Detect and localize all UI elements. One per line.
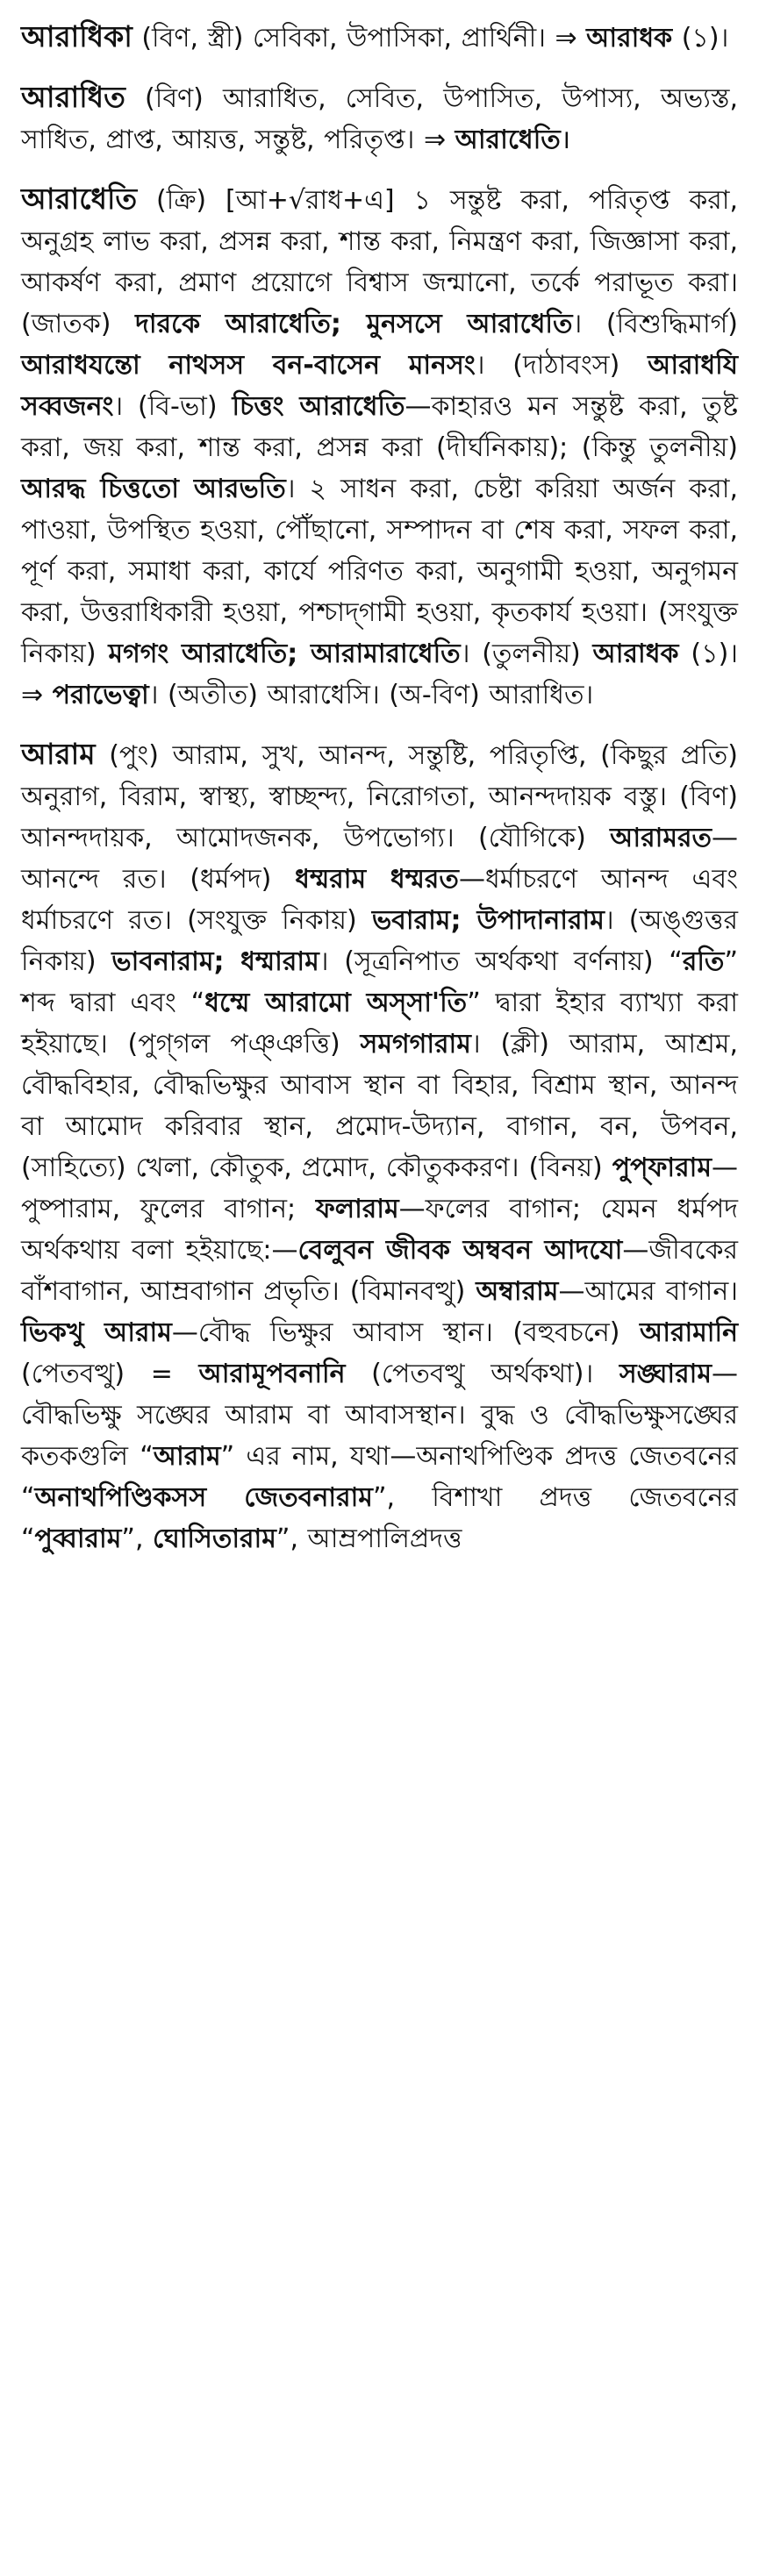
headword: আরাম bbox=[21, 737, 96, 771]
definition-text: (১)। ⇒ bbox=[21, 639, 738, 710]
pali-term: ভিকখু আরাম bbox=[21, 1317, 172, 1348]
entry-aradhita-text bbox=[21, 76, 738, 161]
pali-term: সমগগারাম bbox=[360, 1029, 471, 1060]
pali-quote: আরাধযি সব্বজনং bbox=[21, 350, 738, 422]
pali-term: ঘোসিতারাম bbox=[153, 1523, 276, 1554]
definition-text: । (দাঠাবংস) bbox=[475, 350, 648, 381]
definition-text: ” শব্দ দ্বারা এবং “ bbox=[21, 946, 738, 1018]
cross-reference: আরাধক bbox=[592, 639, 679, 669]
definition-text: ”, আম্রপালিপ্রদত্ত bbox=[276, 1523, 462, 1554]
pali-term: আরামরত bbox=[610, 823, 712, 853]
definition-text: ” দ্বারা ইহার ব্যাখ্যা করা হইয়াছে। (পুগ্‌গল পঞ্ঞত্তি) bbox=[21, 988, 738, 1060]
definition-text: (পেতবত্থু) = bbox=[21, 1359, 199, 1389]
pali-term: আরামূপবনানি bbox=[198, 1359, 346, 1389]
definition-text: ” এর নাম, যথা—অনাথপিণ্ডিক প্রদত্ত জেতবনের “ bbox=[21, 1441, 738, 1513]
entry-aradheti bbox=[21, 178, 738, 716]
definition-text: । (অঙ্গুত্তর নিকায়) bbox=[21, 905, 738, 977]
definition-text: —কাহারও মন সন্তুষ্ট করা, তুষ্ট করা, জয় করা, শান্ত করা, প্রসন্ন করা (দীর্ঘনিকায়); (কিন্তু তুলনীয়) bbox=[21, 391, 738, 463]
definition-text: (বিণ) আরাধিত, সেবিত, উপাসিত, উপাস্য, অভ্যস্ত, সাধিত, প্রাপ্ত, আয়ত্ত, সন্তুষ্ট, পরিতৃপ্ত। ⇒ bbox=[21, 83, 738, 155]
pali-quote: দারকে আরাধেতি; মুনসসে আরাধেতি bbox=[135, 309, 573, 339]
cross-reference: পরাভেত্বা bbox=[52, 680, 149, 710]
definition-text: (ক্রি) [আ+√রাধ+এ] ১ সন্তুষ্ট করা, পরিতৃপ্ত করা, অনুগ্রহ লাভ করা, প্রসন্ন করা, শান্ত করা, নিমন্ত্রণ করা, জিজ্ঞাসা করা, আকর্ষণ করা, প্রমাণ প্রয়োগে বিশ্বাস জন্মানো, তর্কে পরাভূত করা। (জাতক) bbox=[21, 185, 738, 339]
definition-text: । (ক্লী) আরাম, আশ্রম, বৌদ্ধবিহার, বৌদ্ধভিক্ষুর আবাস স্থান বা বিহার, বিশ্রাম স্থান, আনন্দ বা আমোদ করিবার স্থান, প্রমোদ-উদ্যান, বাগান, বন, উপবন, (সাহিত্যে) খেলা, কৌতুক, প্রমোদ, কৌতুককরণ। (বিনয়) bbox=[21, 1029, 739, 1183]
definition-text: । ২ সাধন করা, চেষ্টা করিয়া অর্জন করা, পাওয়া, উপস্থিত হওয়া, পৌঁছানো, সম্পাদন বা শেষ করা, সফল করা, পূর্ণ করা, সমাধা করা, কার্যে পরিণত করা, অনুগামী হওয়া, অনুগমন করা, উত্তরাধিকারী হওয়া, পশ্চাদ্‌গামী হওয়া, কৃতকার্য হওয়া। (সংযুক্ত নিকায়) bbox=[21, 474, 738, 669]
pali-term: সঙ্ঘারাম bbox=[619, 1359, 712, 1389]
cross-reference: আরাধেতি bbox=[455, 125, 561, 155]
definition-text: —বৌদ্ধভিক্ষু সঙ্ঘের আরাম বা আবাসস্থান। বুদ্ধ ও বৌদ্ধভিক্ষুসঙ্ঘের কতকগুলি “ bbox=[21, 1359, 738, 1472]
definition-text: ”, বিশাখা প্রদত্ত জেতবনের “ bbox=[21, 1482, 739, 1554]
pali-term: পুব্বারাম bbox=[34, 1523, 122, 1554]
pali-quote: ধম্মে আরামো অস্সা'তি bbox=[204, 988, 468, 1018]
definition-text: । (সূত্রনিপাত অর্থকথা বর্ণনায়) “ bbox=[319, 946, 683, 977]
definition-text: (বিণ, স্ত্রী) সেবিকা, উপাসিকা, প্রার্থিনী। ⇒ bbox=[132, 23, 587, 54]
definition-text: । (তুলনীয়) bbox=[460, 639, 593, 669]
definition-text: । (অতীত) আরাধেসি। (অ-বিণ) আরাধিত। bbox=[148, 680, 594, 710]
definition-text: (পেতবত্থু অর্থকথা)। bbox=[345, 1359, 619, 1389]
definition-text: (১)। bbox=[672, 23, 729, 54]
entry-aradhita bbox=[21, 76, 738, 161]
entry-aradhika bbox=[21, 16, 738, 59]
definition-text: —বৌদ্ধ ভিক্ষুর আবাস স্থান। (বহুবচনে) bbox=[171, 1317, 640, 1348]
definition-text: ”, bbox=[121, 1523, 154, 1554]
pali-term: ভাবনারাম; ধম্মারাম bbox=[111, 946, 319, 977]
pali-term: আরাম bbox=[153, 1441, 221, 1472]
pali-quote: বেলুবন জীবক অম্ববন আদযো bbox=[297, 1235, 623, 1266]
definition-text: । (বিশুদ্ধিমার্গ) bbox=[572, 309, 739, 339]
definition-text: —ধর্মাচরণে আনন্দ এবং ধর্মাচরণে রত। (সংযুক্ত নিকায়) bbox=[21, 864, 738, 936]
pali-term: পুপ্ফারাম bbox=[612, 1152, 712, 1183]
definition-text: —আমের বাগান। bbox=[558, 1276, 738, 1307]
headword: আরাধিত bbox=[21, 80, 125, 114]
definition-text: —ফলের বাগান; যেমন ধর্মপদ অর্থকথায় বলা হইয়াছে:— bbox=[21, 1194, 738, 1266]
entry-aradheti-text bbox=[21, 178, 738, 716]
pali-term: অনাথপিণ্ডিকসস জেতবনারাম bbox=[34, 1482, 373, 1513]
pali-quote: মগগং আরাধেতি; আরামারাধেতি bbox=[108, 639, 461, 669]
definition-text: (পুং) আরাম, সুখ, আনন্দ, সন্তুষ্টি, পরিতৃপ্তি, (কিছুর প্রতি) অনুরাগ, বিরাম, স্বাস্থ্য, স্বাচ্ছন্দ্য, নিরোগতা, আনন্দদায়ক বস্তু। (বিণ) আনন্দদায়ক, আমোদজনক, উপভোগ্য। (যৌগিকে) bbox=[21, 740, 738, 853]
headword: আরাধিকা bbox=[21, 19, 132, 54]
definition-text: —জীবকের বাঁশবাগান, আম্রবাগান প্রভৃতি। (বিমানবত্থু) bbox=[21, 1235, 738, 1307]
entry-aradhika-text bbox=[21, 16, 738, 59]
pali-term: ধম্মরাম ধম্মরত bbox=[295, 864, 459, 895]
headword: আরাধেতি bbox=[21, 182, 138, 216]
definition-text: । (বি-ভা) bbox=[113, 391, 233, 422]
definition-text: । bbox=[560, 125, 571, 155]
entry-arama-text bbox=[21, 733, 738, 1559]
cross-reference: আরাধক bbox=[586, 23, 673, 54]
pali-term: রতি bbox=[682, 946, 725, 977]
pali-term: আরামানি bbox=[639, 1317, 738, 1348]
entry-arama bbox=[21, 733, 738, 1559]
pali-quote: আরদ্ধ চিত্ততো আরভতি bbox=[21, 474, 286, 504]
pali-quote: চিত্তং আরাধেতি bbox=[232, 391, 405, 422]
pali-term: ফলারাম bbox=[315, 1194, 399, 1224]
pali-quote: আরাধযন্তো নাথসস বন-বাসেন মানসং bbox=[21, 350, 476, 381]
pali-term: অম্বারাম bbox=[476, 1276, 559, 1307]
definition-text: —আনন্দে রত। (ধর্মপদ) bbox=[21, 823, 738, 895]
pali-term: ভবারাম; উপাদানারাম bbox=[371, 905, 605, 936]
definition-text: —পুষ্পারাম, ফুলের বাগান; bbox=[21, 1152, 738, 1224]
